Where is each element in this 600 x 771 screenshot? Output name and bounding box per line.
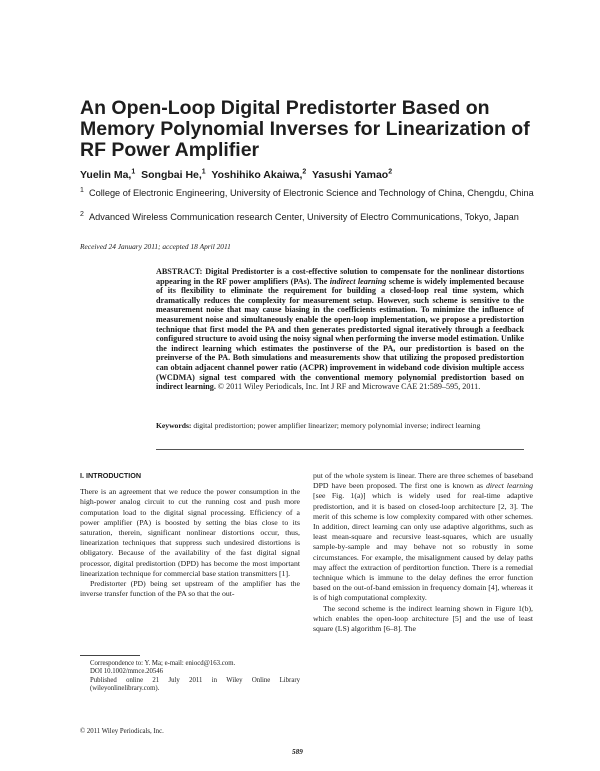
footnote — [90, 660, 300, 694]
keywords: Keywords: digital predistortion; power amplifier linearizer; memory polynomial inverse; indirect learning — [156, 421, 481, 430]
left-column — [80, 471, 300, 599]
paragraph: put of the whole system is linear. There are three schemes of baseband DPD have been proposed. The first one is known as direct learning [see Fig. 1(a)] which is widely used for real-time adaptive predistortion, and it is based on closed-loop architecture [2, 3]. The merit of this scheme is low complexity compared with other schemes. In addition, direct learning can only use adaptive algorithms, such as least mean-square and recursive least-squares, which are usually sample-by-sample and may behave not so robustly in some circumstances. For example, the misalignment caused by delay paths may affect the extraction of perditortion function. There is a remedial technique which is immune to the delay defines the error function based on the out-of-band emission in frequency domain [4], whereas it is of high computational complexity. — [313, 471, 534, 603]
author: Yoshihiko Akaiwa,$^2$ — [211, 168, 307, 181]
section-heading: I. INTRODUCTION — [80, 471, 142, 480]
author-list — [80, 168, 540, 181]
abstract-divider — [156, 449, 524, 450]
correspondence: Correspondence to: Y. Ma; e-mail: eniocd@163.com. — [90, 660, 236, 667]
copyright: © 2011 Wiley Periodicals, Inc. — [80, 728, 164, 735]
doi: DOI 10.1002/mmce.20546 — [90, 668, 164, 676]
abstract: ABSTRACT: Digital Predistorter is a cost-effective solution to compensate for the nonlinear distortions appearing in the RF power amplifiers (PAs). The indirect learning scheme is widely implemented because of its flexibility to eliminate the requirement for building a closed-loop real time system, which dramatically reduces the complexity for measurement setup. However, such scheme is sensitive to the measurement noise that may cause biasing in the coefficients estimation. To minimize the influence of measurement noise and simultaneously enable the open-loop implementation, we propose a predistortion technique that first model the PA and then generates predistorted signal iteratively through a feedback configured structure to avoid using the noisy signal when performing the inverse model estimation. Unlike the indirect learning which estimates the postinverse of the PA, our predistortion is based on the preinverse of the PA. Both simulations and measurements show that utilizing the proposed predistortion can obtain adjacent channel power ratio (ACPR) improvement in wideband code division multiple access (WCDMA) signal test compared with the conventional memory polynomial predistortion based on indirect learning. © 2011 Wiley Periodicals, Inc. Int J RF and Microwave CAE 21:589–595, 2011. — [156, 267, 525, 392]
page-number: 589 — [292, 748, 303, 756]
author: Yuelin Ma,$^1$ — [80, 168, 136, 181]
abstract-label: ABSTRACT: — [156, 267, 203, 276]
published-online: Published online 21 July 2011 in Wiley Online Library (wileyonlinelibrary.com). — [90, 676, 300, 693]
paragraph: There is an agreement that we reduce the power consumption in the high-power analog circuit to cut the running cost and push more computation load to the digital signal processing. Efficiency of a power amplifier (PA) is boosted by setting the bias close to its saturation, therein, significant nonlinear distortions occur, thus, linearization techniques that suppress such undesired distortions is obligatory. Because of the availability of the fast digital signal processor, digital predistortion (DPD) has become the most important linearization technique for commercial base station transmitters [1]. — [80, 487, 300, 578]
right-column — [313, 471, 533, 634]
received-date: Received 24 January 2011; accepted 18 April 2011 — [80, 242, 231, 251]
author: Songbai He,$^1$ — [141, 168, 206, 181]
paragraph: Predistorter (PD) being set upstream of the amplifier has the inverse transfer function of the PA so that the out- — [80, 579, 300, 599]
abstract-citation: © 2011 Wiley Periodicals, Inc. Int J RF and Microwave CAE 21:589–595, 2011. — [217, 382, 481, 392]
affiliation: $^1$ College of Electronic Engineering, University of Electronic Science and Technology of China, Chengdu, China — [80, 187, 534, 199]
paragraph: The second scheme is the indirect learning shown in Figure 1(b), which enables the open-loop architecture [5] and the use of least square (LS) algorithm [6–8]. The — [313, 603, 533, 634]
affiliation: $^2$ Advanced Wireless Communication research Center, University of Electro Communications, Tokyo, Japan — [80, 211, 519, 223]
footnote-rule — [80, 655, 140, 656]
author: Yasushi Yamao$^2$ — [311, 168, 393, 181]
paper-title: An Open-Loop Digital Predistorter Based on Memory Polynomial Inverses for Linearization of RF Power Amplifier — [80, 97, 530, 161]
